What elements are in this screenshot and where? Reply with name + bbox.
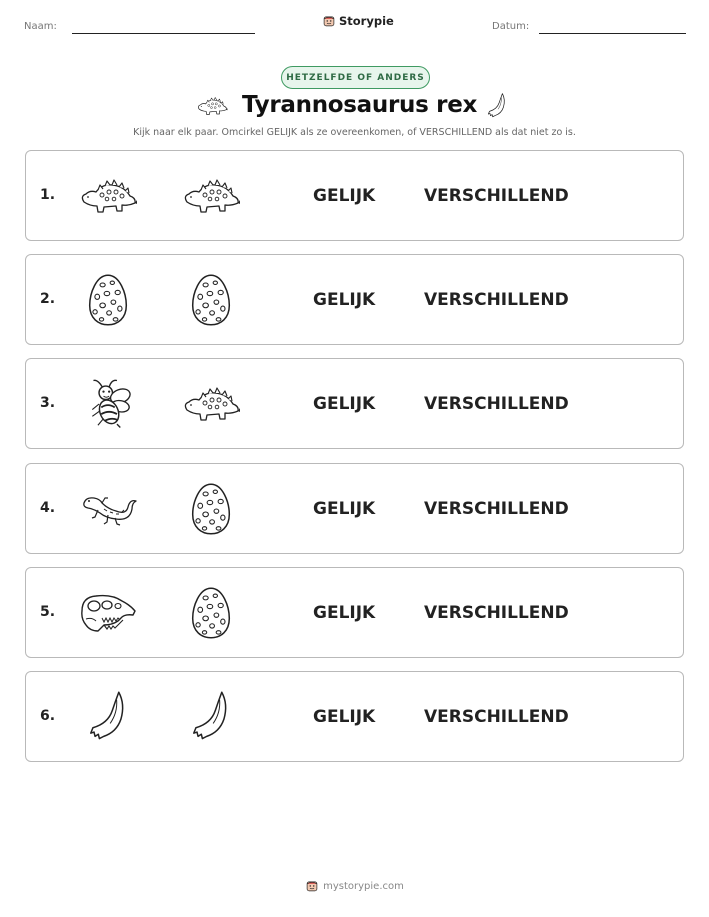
exercise-row [25,463,684,554]
row-number: 6. [40,708,56,724]
date-label: Datum: [492,21,530,32]
dino-egg-icon [181,585,241,641]
option-different[interactable]: VERSCHILLEND [424,603,569,623]
option-same[interactable]: GELIJK [313,290,376,310]
worksheet-header [0,14,709,38]
dino-claw-icon [78,689,138,745]
ankylosaurus-icon [78,168,138,224]
title-row [0,92,709,122]
option-same[interactable]: GELIJK [313,499,376,519]
mascot-icon [305,879,319,893]
dino-claw-icon [486,92,508,120]
dino-egg-icon [181,481,241,537]
category-badge: HETZELFDE OF ANDERS [281,66,430,89]
exercise-row [25,254,684,345]
ankylosaurus-icon [181,168,241,224]
option-same[interactable]: GELIJK [313,707,376,727]
storypie-logo [322,14,394,28]
option-same[interactable]: GELIJK [313,603,376,623]
date-field[interactable] [539,33,686,34]
exercise-row [25,150,684,241]
ankylosaurus-icon [181,376,241,432]
lizard-icon [78,481,138,537]
option-different[interactable]: VERSCHILLEND [424,394,569,414]
option-different[interactable]: VERSCHILLEND [424,186,569,206]
page-title: Tyrannosaurus rex [242,92,478,118]
option-different[interactable]: VERSCHILLEND [424,499,569,519]
footer [0,879,709,893]
row-number: 4. [40,500,56,516]
name-field[interactable] [72,33,255,34]
dino-claw-icon [181,689,241,745]
exercise-row [25,671,684,762]
row-number: 1. [40,187,56,203]
name-label: Naam: [24,21,57,32]
trex-skull-icon [78,585,138,641]
option-same[interactable]: GELIJK [313,394,376,414]
instruction-text: Kijk naar elk paar. Omcirkel GELIJK als ze overeenkomen, of VERSCHILLEND als dat niet zo is. [133,127,576,138]
dino-egg-icon [181,272,241,328]
row-number: 5. [40,604,56,620]
mascot-icon [322,14,336,28]
row-number: 3. [40,395,56,411]
dino-egg-icon [78,272,138,328]
exercise-row [25,567,684,658]
row-number: 2. [40,291,56,307]
brand-name: Storypie [339,14,394,28]
option-different[interactable]: VERSCHILLEND [424,290,569,310]
footer-url: mystorypie.com [323,880,404,892]
ankylosaurus-icon [196,95,228,117]
option-same[interactable]: GELIJK [313,186,376,206]
option-different[interactable]: VERSCHILLEND [424,707,569,727]
exercise-row [25,358,684,449]
bee-icon [78,376,138,432]
